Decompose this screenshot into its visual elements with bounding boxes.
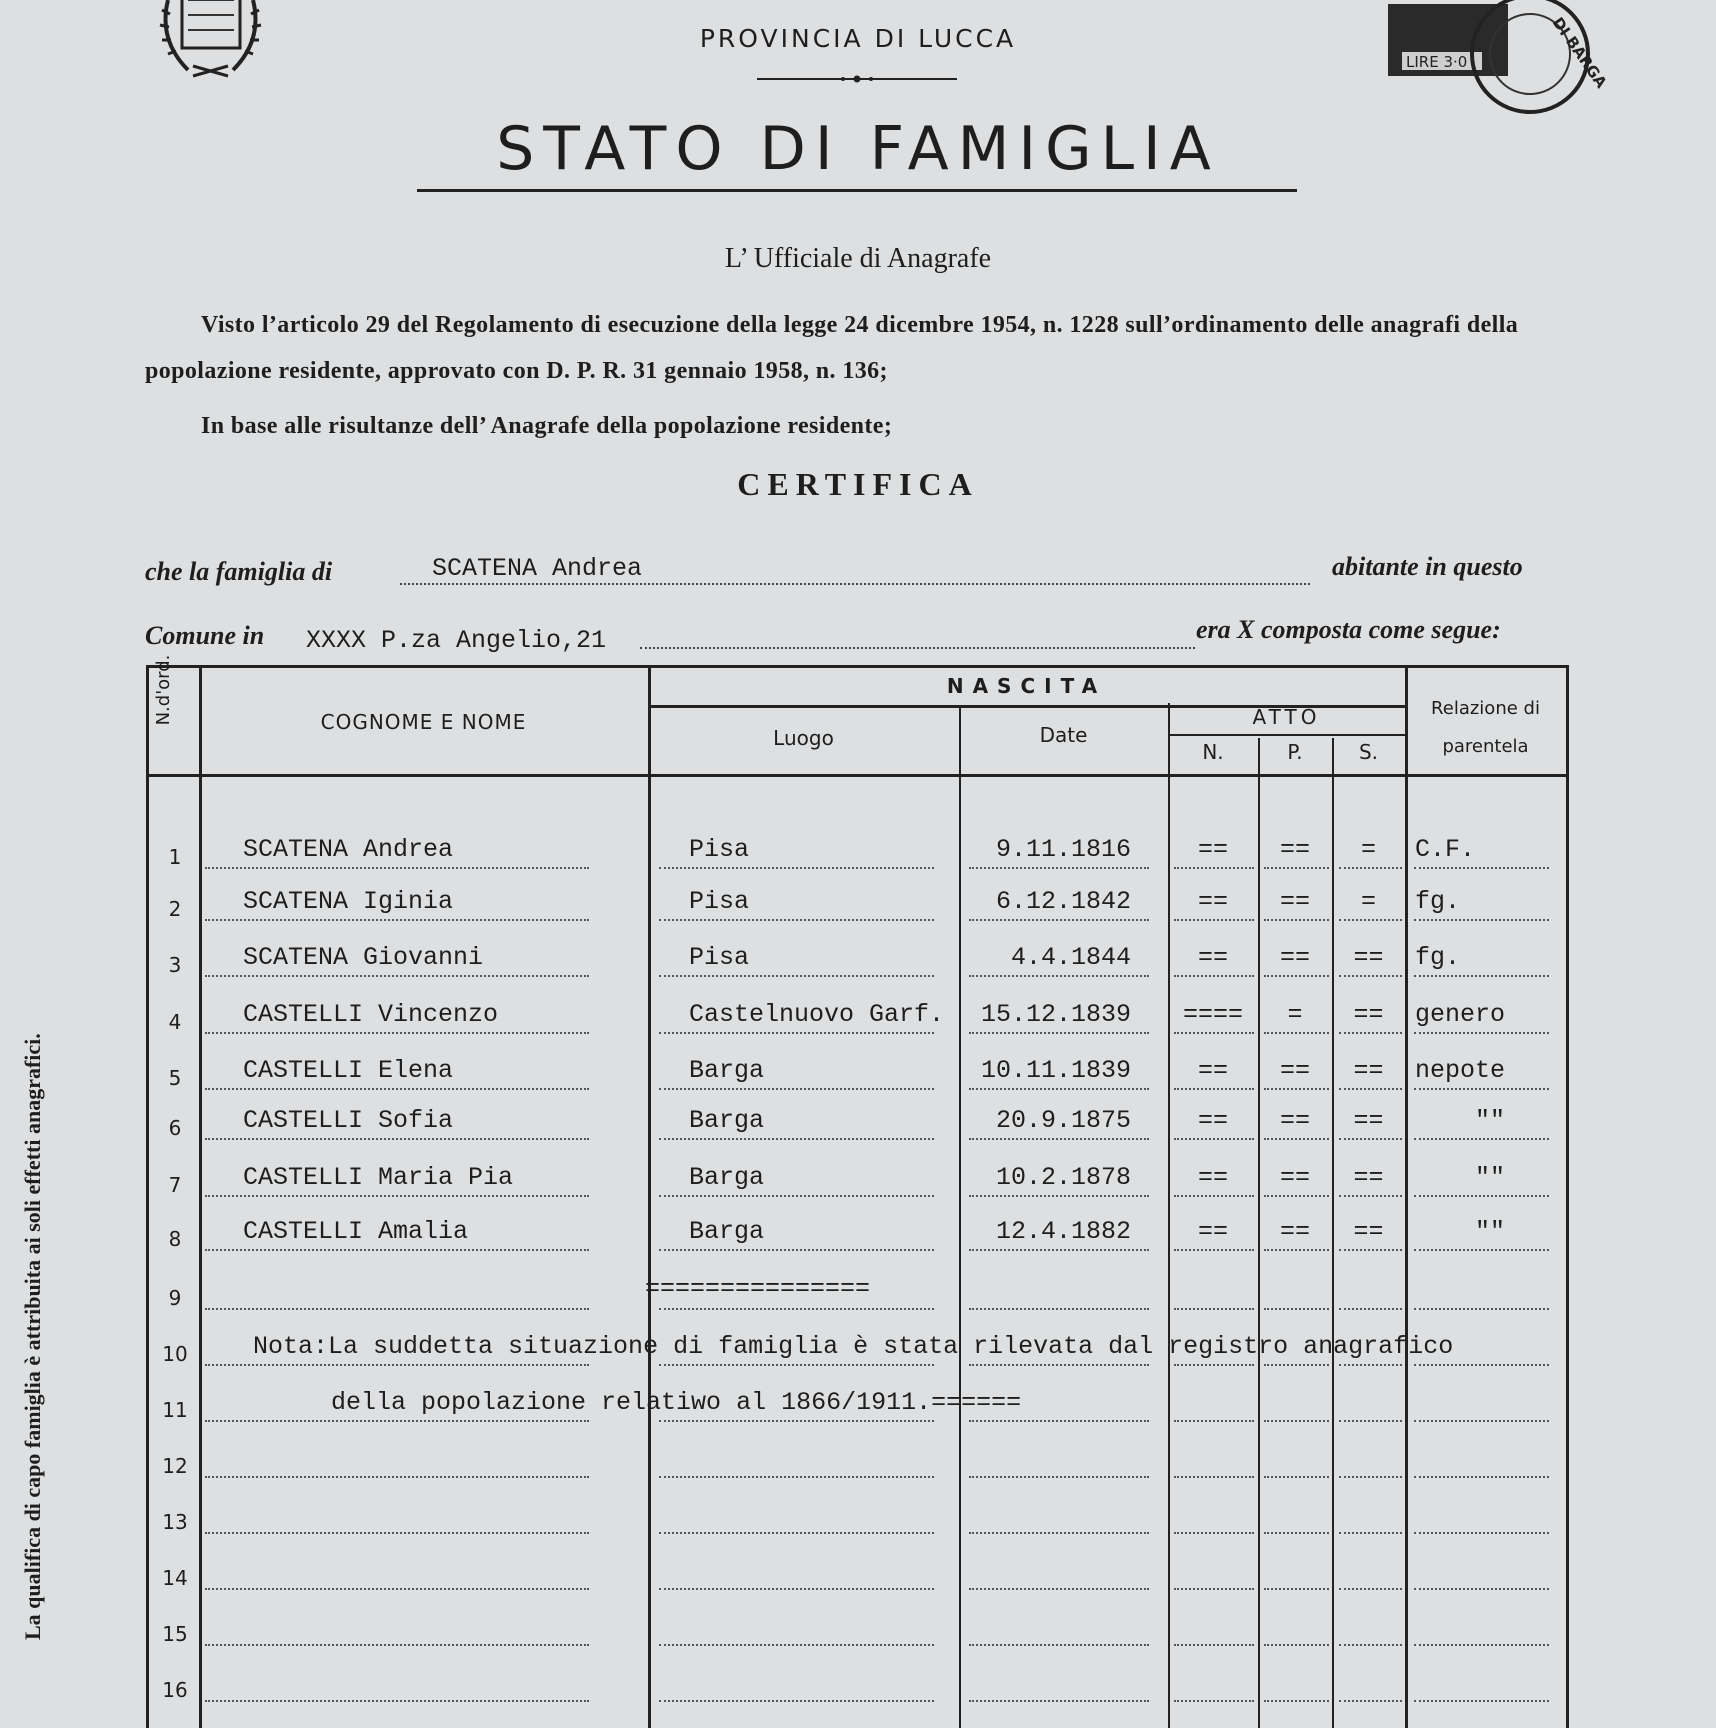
officer-heading: L’ Ufficiale di Anagrafe [724,243,992,274]
row-dotted-line [1339,1138,1402,1140]
row9-marks: =============== [645,1274,871,1303]
cell-luogo: Pisa [689,943,750,972]
cell-luogo: Barga [689,1106,765,1135]
row-dotted-line [659,1644,934,1646]
cell-relazione: C.F. [1415,835,1476,864]
row-dotted-line [1174,1088,1254,1090]
cell-relazione: nepote [1415,1056,1506,1085]
row-dotted-line [1174,1588,1254,1590]
cell-atto-n: == [1197,835,1228,864]
row-dotted-line [1414,1088,1549,1090]
title-underline [417,189,1297,192]
row-dotted-line [969,1420,1149,1422]
row-dotted-line [1174,1195,1254,1197]
row-dotted-line [205,1138,589,1140]
row-number: 14 [162,1566,188,1590]
row-dotted-line [659,975,934,977]
row-dotted-line [969,1195,1149,1197]
row-number: 2 [168,897,182,921]
row-dotted-line [1414,1195,1549,1197]
side-note: La qualifica di capo famiglia è attribuita ai soli effetti anagrafici. [20,1033,45,1640]
row-dotted-line [659,1195,934,1197]
cell-atto-p: == [1279,1056,1310,1085]
row-dotted-line [1339,1700,1402,1702]
cell-relazione: "" [1474,1106,1505,1135]
row-dotted-line [969,1364,1149,1366]
cell-relazione: genero [1415,1000,1506,1029]
cell-name: CASTELLI Vincenzo [243,1000,499,1029]
row-dotted-line [659,1532,934,1534]
cell-atto-s: = [1360,835,1376,864]
row-number: 6 [168,1116,182,1140]
cell-atto-s: == [1353,1217,1384,1246]
cell-atto-n: == [1197,1056,1228,1085]
row-dotted-line [1264,1308,1329,1310]
row-number: 8 [168,1227,182,1251]
row-dotted-line [205,1588,589,1590]
row-dotted-line [1339,975,1402,977]
row-dotted-line [1174,1138,1254,1140]
row-dotted-line [969,1700,1149,1702]
header-num: N.d'ord. [153,654,174,726]
cell-atto-n: == [1197,1106,1228,1135]
row-dotted-line [1414,1138,1549,1140]
row-dotted-line [205,1249,589,1251]
col-divider [1405,668,1408,1728]
row-dotted-line [1339,1476,1402,1478]
row-dotted-line [659,1088,934,1090]
row-dotted-line [1414,975,1549,977]
row-dotted-line [969,1088,1149,1090]
row-dotted-line [1174,1476,1254,1478]
row-dotted-line [1174,1249,1254,1251]
row-number: 9 [168,1286,182,1310]
row-dotted-line [1264,919,1329,921]
cell-relazione: "" [1474,1217,1505,1246]
header-n: N. [1202,740,1224,764]
row-dotted-line [1174,1700,1254,1702]
cell-atto-p: == [1279,943,1310,972]
row-dotted-line [659,1364,934,1366]
row-dotted-line [1339,1308,1402,1310]
cell-name: CASTELLI Elena [243,1056,454,1085]
legal-reference-paragraph: Visto l’articolo 29 del Regolamento di esecuzione della legge 24 dicembre 1954, n. 1228 sull’ordinamento delle anagrafi della popolazione residente, approvato con D. P. R. 31 gennaio 1958, n. 136; [145,312,1519,384]
row-dotted-line [205,867,589,869]
cell-date: 12.4.1882 [995,1217,1131,1246]
row-dotted-line [1414,867,1549,869]
row-dotted-line [1414,1420,1549,1422]
row-dotted-line [1264,1476,1329,1478]
row-dotted-line [1339,1588,1402,1590]
row-dotted-line [1264,1532,1329,1534]
cell-luogo: Barga [689,1217,765,1246]
cell-luogo: Barga [689,1163,765,1192]
row-dotted-line [1339,1532,1402,1534]
cell-atto-s: == [1353,1056,1384,1085]
row-dotted-line [205,1032,589,1034]
row-number: 7 [168,1173,182,1197]
row-dotted-line [659,867,934,869]
cell-name: CASTELLI Amalia [243,1217,469,1246]
cell-luogo: Pisa [689,835,750,864]
row-dotted-line [1414,1588,1549,1590]
cell-atto-n: ==== [1182,1000,1243,1029]
row-dotted-line [1414,1644,1549,1646]
row-dotted-line [1414,1032,1549,1034]
cell-date: 15.12.1839 [980,1000,1131,1029]
note-line-2: della popolazione relatiwo al 1866/1911.====== [331,1388,1022,1417]
row-dotted-line [1414,919,1549,921]
revenue-stamp-icon [1382,0,1611,119]
row-dotted-line [1339,1364,1402,1366]
row-dotted-line [1174,1420,1254,1422]
cell-atto-s: == [1353,1106,1384,1135]
comune-label: Comune in [145,621,265,650]
atto-rule [1168,734,1405,736]
cell-relazione: "" [1474,1163,1505,1192]
row-dotted-line [659,1249,934,1251]
cell-atto-s: == [1353,1000,1384,1029]
cell-atto-p: = [1287,1000,1303,1029]
row-dotted-line [205,1088,589,1090]
header-p: P. [1287,740,1303,764]
cell-relazione: fg. [1415,887,1461,916]
cell-name: SCATENA Iginia [243,887,454,916]
row-dotted-line [969,1588,1149,1590]
row-dotted-line [1174,1032,1254,1034]
row-dotted-line [659,1308,934,1310]
cell-atto-p: == [1279,1217,1310,1246]
cell-atto-p: == [1279,1163,1310,1192]
row-dotted-line [205,1532,589,1534]
row-dotted-line [659,1420,934,1422]
header-atto: ATTO [1252,705,1321,729]
row-number: 12 [162,1454,188,1478]
cell-atto-p: == [1279,1106,1310,1135]
header-date: Date [1039,723,1088,747]
row-dotted-line [1339,919,1402,921]
row-dotted-line [1414,1700,1549,1702]
row-dotted-line [969,1032,1149,1034]
row-dotted-line [205,975,589,977]
address-dotted-line [640,647,1195,649]
row-dotted-line [1174,1308,1254,1310]
row-dotted-line [1414,1249,1549,1251]
header-name: COGNOME E NOME [320,710,527,734]
row-dotted-line [205,1700,589,1702]
composed-label: era X composta come segue: [1196,615,1501,644]
header-nascita: NASCITA [946,674,1107,698]
cell-date: 6.12.1842 [995,887,1131,916]
row-dotted-line [659,1588,934,1590]
address-value: XXXX P.za Angelio,21 [306,626,607,655]
cell-atto-n: == [1197,1163,1228,1192]
svg-text:DI BARGA: DI BARGA [1548,13,1611,92]
row-dotted-line [1264,1588,1329,1590]
cell-luogo: Pisa [689,887,750,916]
row-number: 4 [168,1010,182,1034]
cell-date: 20.9.1875 [995,1106,1131,1135]
cell-atto-s: == [1353,1163,1384,1192]
ornament-divider [757,75,957,83]
cell-atto-n: == [1197,1217,1228,1246]
row-dotted-line [1264,1700,1329,1702]
cell-date: 9.11.1816 [995,835,1131,864]
row-number: 5 [168,1066,182,1090]
row-dotted-line [969,1138,1149,1140]
cell-atto-s: = [1360,887,1376,916]
cell-atto-s: == [1353,943,1384,972]
row-dotted-line [969,1249,1149,1251]
row-dotted-line [1264,1364,1329,1366]
header-relazione: Relazione di parentela [1431,698,1540,757]
cell-name: CASTELLI Maria Pia [243,1163,514,1192]
row-dotted-line [1414,1364,1549,1366]
col-divider [648,668,651,1728]
row-dotted-line [1174,1532,1254,1534]
row-dotted-line [969,867,1149,869]
row-dotted-line [659,1032,934,1034]
header-s: S. [1358,740,1379,764]
row-dotted-line [1264,1249,1329,1251]
row-number: 16 [162,1678,188,1702]
family-table [146,654,1569,1728]
row-dotted-line [1264,867,1329,869]
row-dotted-line [1174,975,1254,977]
header-luogo: Luogo [773,726,834,750]
row-dotted-line [1339,1195,1402,1197]
row-dotted-line [1414,1476,1549,1478]
row-dotted-line [205,1308,589,1310]
row-dotted-line [1339,1032,1402,1034]
row-dotted-line [205,1364,589,1366]
cell-atto-n: == [1197,887,1228,916]
row-dotted-line [1339,867,1402,869]
row-dotted-line [1264,1088,1329,1090]
row-dotted-line [969,975,1149,977]
row-dotted-line [1174,1644,1254,1646]
cell-name: SCATENA Andrea [243,835,454,864]
cell-relazione: fg. [1415,943,1461,972]
note-line-1: Nota:La suddetta situazione di famiglia è stata rilevata dal registro anagrafico [253,1332,1454,1361]
row-dotted-line [659,1700,934,1702]
row-number: 10 [162,1342,188,1366]
row-number: 11 [162,1398,188,1422]
row-dotted-line [659,1138,934,1140]
row-dotted-line [205,919,589,921]
row-dotted-line [1264,1644,1329,1646]
abitante-label: abitante in questo [1332,552,1523,581]
row-number: 15 [162,1622,188,1646]
cell-name: CASTELLI Sofia [243,1106,454,1135]
row-dotted-line [1339,1644,1402,1646]
row-dotted-line [969,1476,1149,1478]
row-number: 1 [168,845,182,869]
row-dotted-line [1264,1420,1329,1422]
cell-date: 4.4.1844 [1010,943,1131,972]
row-dotted-line [1414,1308,1549,1310]
province-heading: PROVINCIA DI LUCCA [699,24,1017,53]
header-rule [149,774,1566,777]
row-number: 13 [162,1510,188,1534]
family-of-label: che la famiglia di [145,557,333,586]
cell-luogo: Castelnuovo Garf. [689,1000,945,1029]
svg-text:LIRE 3·0: LIRE 3·0 [1406,53,1468,71]
cell-atto-n: == [1197,943,1228,972]
row-dotted-line [1339,1249,1402,1251]
cell-luogo: Barga [689,1056,765,1085]
family-head-dotted-line [400,583,1310,585]
certifica-heading: CERTIFICA [737,466,979,502]
row-dotted-line [1264,1138,1329,1140]
row-dotted-line [1174,1364,1254,1366]
basis-paragraph: In base alle risultanze dell’ Anagrafe della popolazione residente; [201,413,893,439]
row-dotted-line [969,919,1149,921]
row-dotted-line [969,1644,1149,1646]
row-dotted-line [659,919,934,921]
row-dotted-line [205,1644,589,1646]
row-dotted-line [659,1476,934,1478]
row-dotted-line [1264,1032,1329,1034]
row-dotted-line [1174,919,1254,921]
row-dotted-line [1174,867,1254,869]
row-dotted-line [1264,1195,1329,1197]
row-dotted-line [1339,1088,1402,1090]
row-dotted-line [205,1420,589,1422]
row-dotted-line [1264,975,1329,977]
row-number: 3 [168,953,182,977]
family-head-value: SCATENA Andrea [432,554,643,583]
cell-atto-p: == [1279,887,1310,916]
document-title: STATO DI FAMIGLIA [496,114,1220,184]
row-dotted-line [1414,1532,1549,1534]
row-dotted-line [205,1195,589,1197]
row-dotted-line [969,1308,1149,1310]
cell-date: 10.11.1839 [980,1056,1131,1085]
cell-date: 10.2.1878 [995,1163,1131,1192]
row-dotted-line [969,1532,1149,1534]
cell-name: SCATENA Giovanni [243,943,484,972]
row-dotted-line [1339,1420,1402,1422]
cell-atto-p: == [1279,835,1310,864]
row-dotted-line [205,1476,589,1478]
